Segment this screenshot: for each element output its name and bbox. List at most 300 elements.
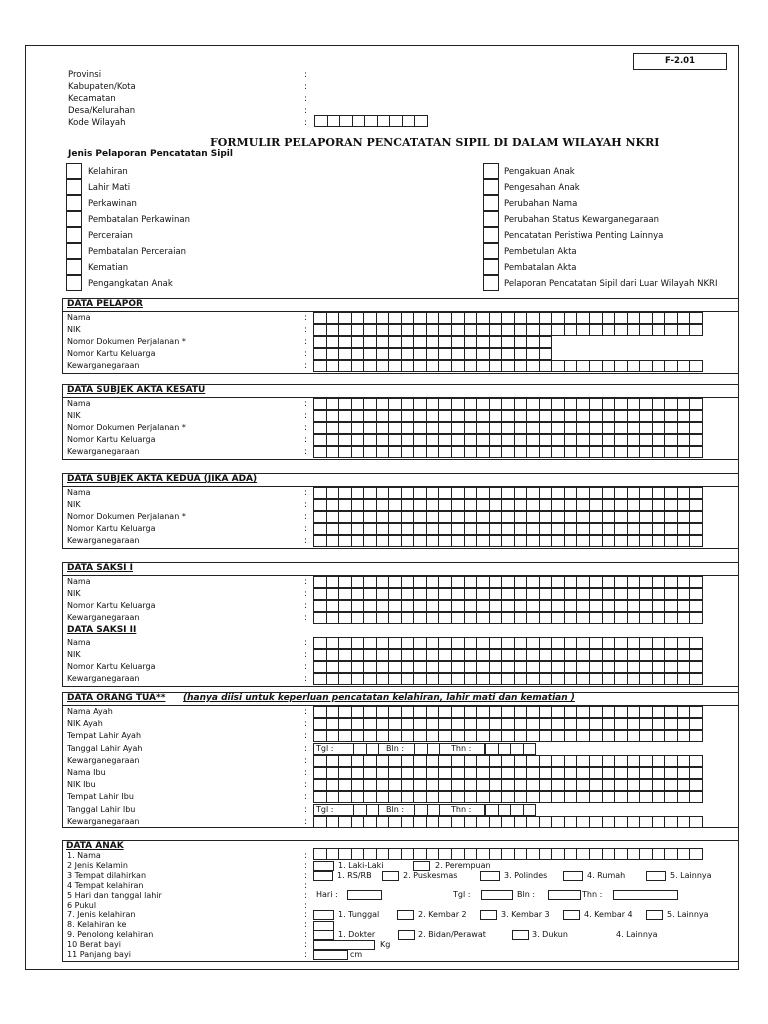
char-cell[interactable] (564, 535, 578, 547)
char-cell[interactable] (313, 511, 327, 523)
char-cell[interactable] (376, 523, 390, 535)
char-cell[interactable] (564, 706, 578, 718)
char-cell[interactable] (539, 588, 553, 600)
char-cell[interactable] (602, 637, 616, 649)
char-cell[interactable] (551, 718, 565, 730)
char-cell[interactable] (414, 743, 428, 755)
char-cell[interactable] (476, 588, 490, 600)
char-cell[interactable] (401, 523, 415, 535)
char-cell[interactable] (376, 848, 390, 860)
char-cell[interactable] (652, 511, 666, 523)
field-cells[interactable] (313, 410, 702, 422)
char-cell[interactable] (366, 804, 380, 816)
char-cell[interactable] (627, 848, 641, 860)
penolong-checkbox[interactable] (512, 930, 529, 940)
char-cell[interactable] (401, 487, 415, 499)
char-cell[interactable] (413, 348, 427, 360)
char-cell[interactable] (664, 730, 678, 742)
char-cell[interactable] (351, 637, 365, 649)
char-cell[interactable] (501, 791, 515, 803)
char-cell[interactable] (464, 446, 478, 458)
char-cell[interactable] (414, 115, 428, 127)
char-cell[interactable] (351, 661, 365, 673)
char-cell[interactable] (652, 848, 666, 860)
char-cell[interactable] (313, 499, 327, 511)
field-cells[interactable] (313, 348, 551, 360)
char-cell[interactable] (664, 791, 678, 803)
char-cell[interactable] (438, 673, 452, 685)
char-cell[interactable] (313, 576, 327, 588)
char-cell[interactable] (326, 523, 340, 535)
char-cell[interactable] (313, 348, 327, 360)
char-cell[interactable] (326, 324, 340, 336)
char-cell[interactable] (526, 535, 540, 547)
char-cell[interactable] (376, 612, 390, 624)
char-cell[interactable] (376, 600, 390, 612)
char-cell[interactable] (413, 779, 427, 791)
char-cell[interactable] (514, 312, 528, 324)
char-cell[interactable] (326, 755, 340, 767)
char-cell[interactable] (501, 755, 515, 767)
char-cell[interactable] (639, 661, 653, 673)
char-cell[interactable] (677, 779, 691, 791)
field-cells[interactable] (313, 791, 702, 803)
char-cell[interactable] (539, 312, 553, 324)
char-cell[interactable] (401, 588, 415, 600)
char-cell[interactable] (338, 446, 352, 458)
char-cell[interactable] (589, 767, 603, 779)
char-cell[interactable] (501, 336, 515, 348)
field-cells[interactable] (313, 649, 702, 661)
char-cell[interactable] (602, 718, 616, 730)
jenis-checkbox[interactable] (483, 211, 499, 227)
char-cell[interactable] (614, 499, 628, 511)
char-cell[interactable] (476, 535, 490, 547)
char-cell[interactable] (476, 848, 490, 860)
field-cells[interactable] (313, 434, 702, 446)
char-cell[interactable] (514, 848, 528, 860)
char-cell[interactable] (313, 446, 327, 458)
char-cell[interactable] (489, 511, 503, 523)
char-cell[interactable] (677, 535, 691, 547)
char-cell[interactable] (401, 673, 415, 685)
char-cell[interactable] (426, 535, 440, 547)
field-cells[interactable] (313, 600, 702, 612)
char-cell[interactable] (413, 511, 427, 523)
char-cell[interactable] (627, 730, 641, 742)
char-cell[interactable] (564, 410, 578, 422)
char-cell[interactable] (664, 312, 678, 324)
char-cell[interactable] (639, 398, 653, 410)
char-cell[interactable] (539, 434, 553, 446)
char-cell[interactable] (338, 535, 352, 547)
char-cell[interactable] (576, 588, 590, 600)
char-cell[interactable] (464, 336, 478, 348)
char-cell[interactable] (514, 649, 528, 661)
char-cell[interactable] (539, 499, 553, 511)
char-cell[interactable] (489, 360, 503, 372)
char-cell[interactable] (677, 324, 691, 336)
char-cell[interactable] (351, 706, 365, 718)
char-cell[interactable] (376, 673, 390, 685)
field-cells[interactable] (313, 612, 702, 624)
char-cell[interactable] (313, 730, 327, 742)
char-cell[interactable] (514, 511, 528, 523)
char-cell[interactable] (413, 487, 427, 499)
char-cell[interactable] (313, 706, 327, 718)
char-cell[interactable] (451, 422, 465, 434)
char-cell[interactable] (464, 661, 478, 673)
char-cell[interactable] (451, 718, 465, 730)
char-cell[interactable] (514, 816, 528, 828)
char-cell[interactable] (413, 576, 427, 588)
char-cell[interactable] (652, 410, 666, 422)
char-cell[interactable] (451, 730, 465, 742)
char-cell[interactable] (489, 612, 503, 624)
char-cell[interactable] (489, 487, 503, 499)
char-cell[interactable] (551, 410, 565, 422)
char-cell[interactable] (539, 324, 553, 336)
char-cell[interactable] (677, 434, 691, 446)
char-cell[interactable] (351, 422, 365, 434)
char-cell[interactable] (551, 523, 565, 535)
char-cell[interactable] (326, 816, 340, 828)
char-cell[interactable] (664, 816, 678, 828)
char-cell[interactable] (489, 523, 503, 535)
char-cell[interactable] (401, 336, 415, 348)
char-cell[interactable] (313, 612, 327, 624)
char-cell[interactable] (326, 848, 340, 860)
char-cell[interactable] (366, 743, 380, 755)
char-cell[interactable] (351, 730, 365, 742)
char-cell[interactable] (438, 487, 452, 499)
char-cell[interactable] (689, 523, 703, 535)
char-cell[interactable] (338, 336, 352, 348)
tempat-checkbox[interactable] (313, 871, 333, 881)
char-cell[interactable] (313, 324, 327, 336)
char-cell[interactable] (689, 360, 703, 372)
char-cell[interactable] (426, 816, 440, 828)
char-cell[interactable] (451, 324, 465, 336)
tempat-checkbox[interactable] (563, 871, 583, 881)
char-cell[interactable] (639, 499, 653, 511)
char-cell[interactable] (602, 422, 616, 434)
char-cell[interactable] (639, 718, 653, 730)
char-cell[interactable] (539, 422, 553, 434)
char-cell[interactable] (689, 767, 703, 779)
char-cell[interactable] (539, 336, 553, 348)
char-cell[interactable] (664, 511, 678, 523)
char-cell[interactable] (401, 779, 415, 791)
char-cell[interactable] (576, 535, 590, 547)
char-cell[interactable] (451, 446, 465, 458)
char-cell[interactable] (326, 511, 340, 523)
char-cell[interactable] (413, 791, 427, 803)
char-cell[interactable] (413, 336, 427, 348)
char-cell[interactable] (501, 718, 515, 730)
char-cell[interactable] (489, 637, 503, 649)
char-cell[interactable] (689, 487, 703, 499)
char-cell[interactable] (576, 816, 590, 828)
char-cell[interactable] (627, 487, 641, 499)
char-cell[interactable] (351, 336, 365, 348)
char-cell[interactable] (413, 661, 427, 673)
char-cell[interactable] (388, 661, 402, 673)
char-cell[interactable] (451, 848, 465, 860)
char-cell[interactable] (438, 767, 452, 779)
char-cell[interactable] (589, 446, 603, 458)
char-cell[interactable] (476, 673, 490, 685)
char-cell[interactable] (539, 398, 553, 410)
char-cell[interactable] (627, 612, 641, 624)
char-cell[interactable] (413, 816, 427, 828)
char-cell[interactable] (363, 422, 377, 434)
char-cell[interactable] (476, 499, 490, 511)
char-cell[interactable] (438, 612, 452, 624)
char-cell[interactable] (485, 804, 499, 816)
char-cell[interactable] (489, 673, 503, 685)
char-cell[interactable] (476, 767, 490, 779)
char-cell[interactable] (602, 706, 616, 718)
char-cell[interactable] (376, 816, 390, 828)
char-cell[interactable] (338, 730, 352, 742)
char-cell[interactable] (639, 673, 653, 685)
char-cell[interactable] (677, 767, 691, 779)
char-cell[interactable] (388, 673, 402, 685)
char-cell[interactable] (627, 360, 641, 372)
char-cell[interactable] (401, 576, 415, 588)
char-cell[interactable] (351, 649, 365, 661)
char-cell[interactable] (313, 336, 327, 348)
char-cell[interactable] (526, 434, 540, 446)
char-cell[interactable] (664, 718, 678, 730)
char-cell[interactable] (438, 730, 452, 742)
char-cell[interactable] (514, 600, 528, 612)
char-cell[interactable] (338, 718, 352, 730)
char-cell[interactable] (413, 767, 427, 779)
jenis-checkbox[interactable] (66, 243, 82, 259)
char-cell[interactable] (514, 535, 528, 547)
char-cell[interactable] (363, 348, 377, 360)
char-cell[interactable] (489, 499, 503, 511)
char-cell[interactable] (489, 816, 503, 828)
char-cell[interactable] (614, 324, 628, 336)
jenis-checkbox[interactable] (483, 163, 499, 179)
char-cell[interactable] (438, 637, 452, 649)
char-cell[interactable] (376, 576, 390, 588)
char-cell[interactable] (526, 779, 540, 791)
char-cell[interactable] (413, 848, 427, 860)
char-cell[interactable] (438, 336, 452, 348)
char-cell[interactable] (677, 706, 691, 718)
char-cell[interactable] (576, 576, 590, 588)
char-cell[interactable] (426, 336, 440, 348)
char-cell[interactable] (652, 816, 666, 828)
kelamin-checkbox[interactable] (313, 861, 334, 871)
char-cell[interactable] (451, 755, 465, 767)
char-cell[interactable] (376, 588, 390, 600)
char-cell[interactable] (551, 612, 565, 624)
char-cell[interactable] (689, 312, 703, 324)
char-cell[interactable] (401, 360, 415, 372)
char-cell[interactable] (677, 816, 691, 828)
char-cell[interactable] (564, 718, 578, 730)
char-cell[interactable] (476, 730, 490, 742)
char-cell[interactable] (564, 848, 578, 860)
field-cells[interactable] (313, 422, 702, 434)
char-cell[interactable] (376, 410, 390, 422)
char-cell[interactable] (413, 446, 427, 458)
char-cell[interactable] (451, 348, 465, 360)
field-cells[interactable] (313, 576, 702, 588)
char-cell[interactable] (351, 673, 365, 685)
char-cell[interactable] (602, 360, 616, 372)
char-cell[interactable] (602, 535, 616, 547)
char-cell[interactable] (476, 398, 490, 410)
char-cell[interactable] (426, 791, 440, 803)
char-cell[interactable] (438, 779, 452, 791)
char-cell[interactable] (576, 649, 590, 661)
char-cell[interactable] (313, 398, 327, 410)
char-cell[interactable] (576, 661, 590, 673)
char-cell[interactable] (401, 848, 415, 860)
char-cell[interactable] (476, 446, 490, 458)
char-cell[interactable] (501, 348, 515, 360)
char-cell[interactable] (476, 755, 490, 767)
char-cell[interactable] (614, 816, 628, 828)
char-cell[interactable] (338, 649, 352, 661)
char-cell[interactable] (501, 434, 515, 446)
char-cell[interactable] (664, 576, 678, 588)
char-cell[interactable] (627, 673, 641, 685)
tgl-cells[interactable] (353, 804, 378, 816)
char-cell[interactable] (564, 730, 578, 742)
char-cell[interactable] (689, 576, 703, 588)
char-cell[interactable] (627, 434, 641, 446)
char-cell[interactable] (489, 588, 503, 600)
char-cell[interactable] (576, 511, 590, 523)
char-cell[interactable] (564, 499, 578, 511)
field-cells[interactable] (313, 779, 702, 791)
char-cell[interactable] (551, 576, 565, 588)
char-cell[interactable] (602, 499, 616, 511)
char-cell[interactable] (363, 312, 377, 324)
char-cell[interactable] (413, 434, 427, 446)
char-cell[interactable] (351, 755, 365, 767)
char-cell[interactable] (564, 637, 578, 649)
kode-wilayah-cells[interactable] (314, 115, 427, 127)
char-cell[interactable] (652, 312, 666, 324)
char-cell[interactable] (652, 434, 666, 446)
char-cell[interactable] (639, 730, 653, 742)
char-cell[interactable] (388, 523, 402, 535)
char-cell[interactable] (476, 791, 490, 803)
char-cell[interactable] (451, 499, 465, 511)
char-cell[interactable] (664, 499, 678, 511)
char-cell[interactable] (652, 588, 666, 600)
char-cell[interactable] (363, 588, 377, 600)
char-cell[interactable] (526, 410, 540, 422)
char-cell[interactable] (627, 637, 641, 649)
char-cell[interactable] (351, 848, 365, 860)
char-cell[interactable] (514, 661, 528, 673)
field-cells[interactable] (313, 588, 702, 600)
char-cell[interactable] (401, 446, 415, 458)
char-cell[interactable] (376, 791, 390, 803)
jenis-kelahiran-checkbox[interactable] (563, 910, 580, 920)
char-cell[interactable] (388, 446, 402, 458)
char-cell[interactable] (551, 755, 565, 767)
char-cell[interactable] (451, 779, 465, 791)
char-cell[interactable] (351, 588, 365, 600)
field-cells[interactable] (313, 487, 702, 499)
char-cell[interactable] (526, 398, 540, 410)
char-cell[interactable] (351, 398, 365, 410)
char-cell[interactable] (451, 661, 465, 673)
char-cell[interactable] (664, 649, 678, 661)
char-cell[interactable] (576, 612, 590, 624)
char-cell[interactable] (338, 816, 352, 828)
char-cell[interactable] (689, 511, 703, 523)
char-cell[interactable] (451, 706, 465, 718)
char-cell[interactable] (639, 446, 653, 458)
char-cell[interactable] (526, 360, 540, 372)
char-cell[interactable] (664, 446, 678, 458)
char-cell[interactable] (501, 730, 515, 742)
char-cell[interactable] (426, 511, 440, 523)
char-cell[interactable] (489, 649, 503, 661)
char-cell[interactable] (589, 487, 603, 499)
char-cell[interactable] (514, 576, 528, 588)
char-cell[interactable] (539, 779, 553, 791)
char-cell[interactable] (526, 649, 540, 661)
char-cell[interactable] (602, 661, 616, 673)
char-cell[interactable] (639, 779, 653, 791)
char-cell[interactable] (376, 779, 390, 791)
char-cell[interactable] (501, 779, 515, 791)
char-cell[interactable] (388, 348, 402, 360)
char-cell[interactable] (414, 804, 428, 816)
char-cell[interactable] (438, 535, 452, 547)
char-cell[interactable] (426, 779, 440, 791)
char-cell[interactable] (338, 661, 352, 673)
char-cell[interactable] (551, 730, 565, 742)
field-cells[interactable] (313, 816, 702, 828)
char-cell[interactable] (526, 487, 540, 499)
char-cell[interactable] (652, 499, 666, 511)
char-cell[interactable] (376, 398, 390, 410)
char-cell[interactable] (514, 410, 528, 422)
char-cell[interactable] (614, 360, 628, 372)
char-cell[interactable] (363, 446, 377, 458)
char-cell[interactable] (652, 755, 666, 767)
char-cell[interactable] (589, 499, 603, 511)
char-cell[interactable] (539, 791, 553, 803)
char-cell[interactable] (489, 661, 503, 673)
char-cell[interactable] (464, 422, 478, 434)
char-cell[interactable] (339, 115, 353, 127)
char-cell[interactable] (388, 767, 402, 779)
char-cell[interactable] (639, 312, 653, 324)
char-cell[interactable] (627, 755, 641, 767)
char-cell[interactable] (614, 779, 628, 791)
char-cell[interactable] (401, 422, 415, 434)
char-cell[interactable] (363, 600, 377, 612)
char-cell[interactable] (576, 360, 590, 372)
char-cell[interactable] (388, 576, 402, 588)
char-cell[interactable] (514, 360, 528, 372)
char-cell[interactable] (602, 791, 616, 803)
